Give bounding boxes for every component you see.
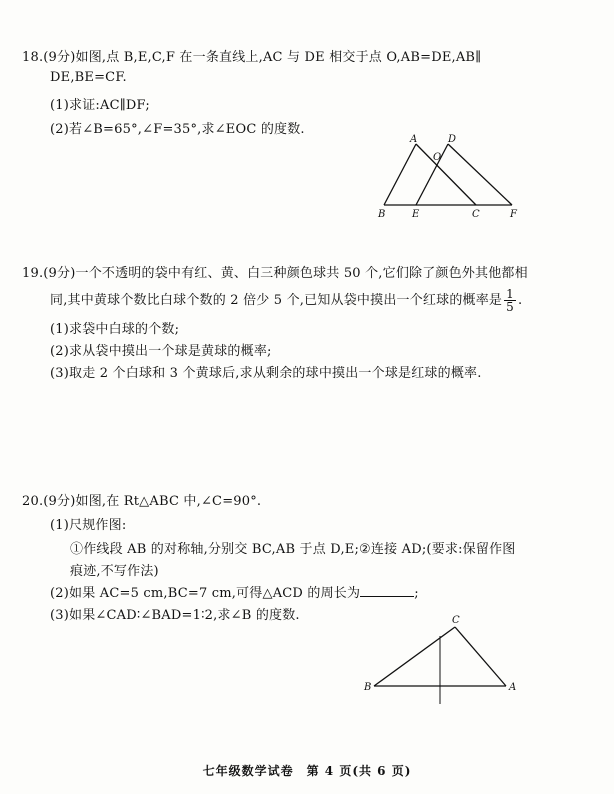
segment-BC bbox=[374, 627, 455, 686]
label-C: C bbox=[472, 209, 480, 220]
q18-stem-line2: DE,BE=CF. bbox=[50, 70, 127, 85]
q20-part2-text: (2)如果 AC=5 cm,BC=7 cm,可得△ACD 的周长为 bbox=[50, 586, 361, 601]
label-E: E bbox=[412, 209, 420, 220]
label-B: B bbox=[364, 682, 372, 693]
label-A: A bbox=[410, 134, 418, 145]
q18-part2: (2)若∠B=65°,∠F=35°,求∠EOC 的度数. bbox=[50, 122, 305, 137]
q20-part2-end: ; bbox=[414, 586, 419, 601]
q19-stem-line1: 19.(9分)一个不透明的袋中有红、黄、白三种颜色球共 50 个,它们除了颜色外其他都相 bbox=[22, 266, 528, 281]
fraction-denominator: 5 bbox=[506, 300, 514, 314]
q20-stem: 20.(9分)如图,在 Rt△ABC 中,∠C=90°. bbox=[22, 494, 262, 509]
q20-part1: (1)尺规作图: bbox=[50, 518, 127, 533]
q20-part1-instruction: ①作线段 AB 的对称轴,分别交 BC,AB 于点 D,E;②连接 AD;(要求:保留作图 bbox=[70, 542, 516, 557]
q19-part3: (3)取走 2 个白球和 3 个黄球后,求从剩余的球中摸出一个球是红球的概率. bbox=[50, 366, 482, 381]
q20-part3: (3)如果∠CAD∶∠BAD=1∶2,求∠B 的度数. bbox=[50, 608, 300, 623]
q19-part2: (2)求从袋中摸出一个球是黄球的概率; bbox=[50, 344, 272, 359]
q18-part1: (1)求证:AC∥DF; bbox=[50, 98, 150, 113]
q20-part2 bbox=[50, 582, 419, 601]
q20-figure bbox=[360, 610, 530, 710]
label-A: A bbox=[509, 682, 517, 693]
label-F: F bbox=[510, 209, 517, 220]
segment-DE bbox=[416, 144, 448, 205]
q19-stem-line2 bbox=[50, 288, 522, 313]
label-C: C bbox=[452, 615, 460, 626]
q18-figure bbox=[370, 130, 530, 220]
label-O: O bbox=[433, 152, 442, 163]
label-B: B bbox=[378, 209, 386, 220]
segment-DF bbox=[448, 144, 512, 205]
label-D: D bbox=[448, 134, 457, 145]
q20-part1-instruction-cont: 痕迹,不写作法) bbox=[70, 564, 159, 579]
fraction-numerator: 1 bbox=[506, 287, 514, 301]
page-footer: 七年级数学试卷 第 4 页(共 6 页) bbox=[202, 764, 412, 778]
q19-part1: (1)求袋中白球的个数; bbox=[50, 322, 180, 337]
probability-fraction bbox=[504, 288, 516, 313]
segment-AC bbox=[416, 144, 476, 205]
q18-stem-line1: 18.(9分)如图,点 B,E,C,F 在一条直线上,AC 与 DE 相交于点 O,AB=DE,AB∥ bbox=[22, 50, 482, 65]
q19-stem-line2-text: 同,其中黄球个数比白球个数的 2 倍少 5 个,已知从袋中摸出一个红球的概率是 bbox=[50, 293, 503, 308]
segment-AB bbox=[384, 144, 416, 205]
answer-blank[interactable] bbox=[360, 584, 414, 597]
segment-CA bbox=[455, 627, 506, 686]
q19-stem-line2-end: . bbox=[517, 293, 523, 308]
